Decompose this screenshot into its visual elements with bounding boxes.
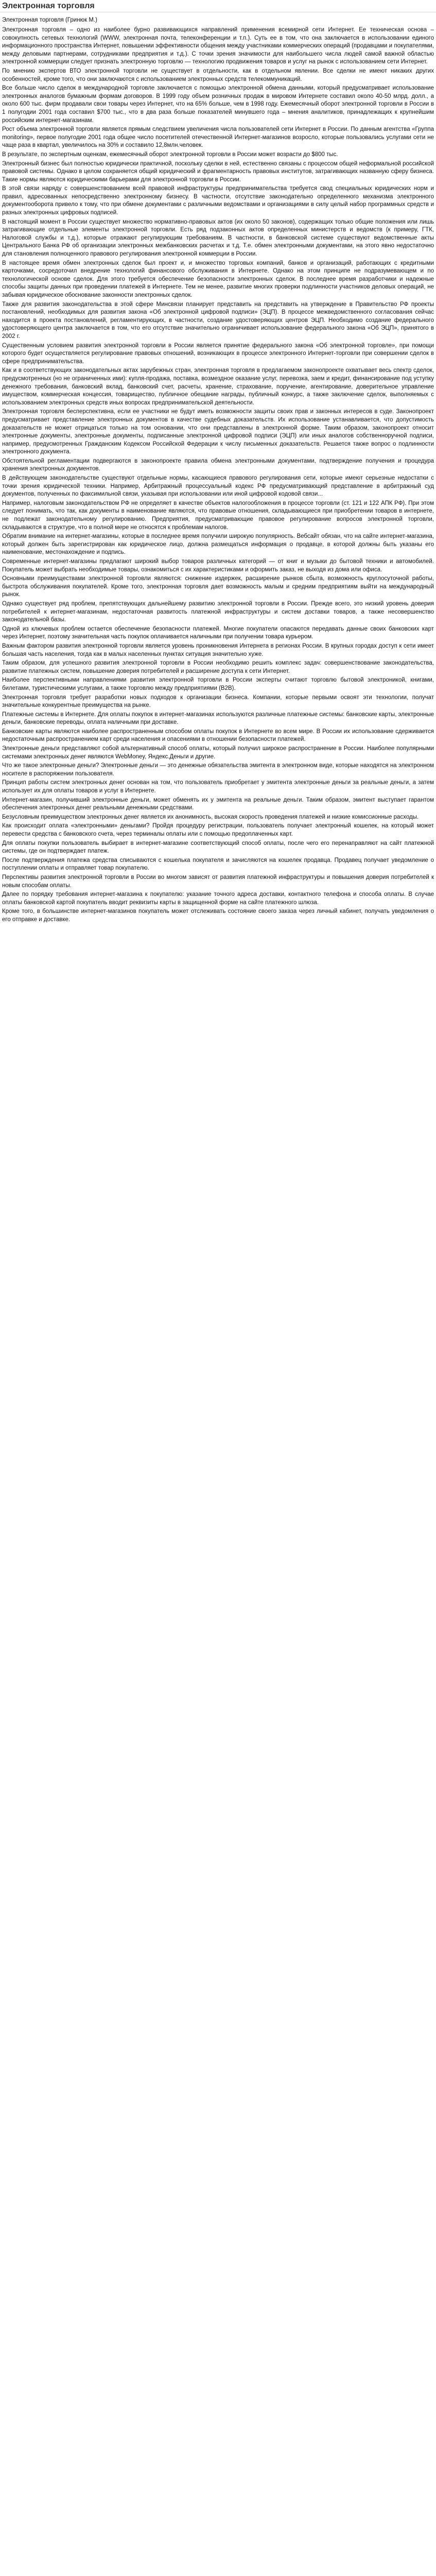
article-paragraph: Электронный бизнес был полностью юридически практичной, поскольку сделки в ней, естественно связаны с процессом общей неформальной российской правовой системы. Однако в целом сохраняется общий юридический и фрагментарность правовых институтов, затрагивающих названную сферу бизнеса. Такие нормы являются юридическими барьерами для электронной торговли в России. <box>2 160 434 183</box>
article-paragraph: Основными преимуществами электронной торговли являются: снижение издержек, расширение рынков сбыта, возможность круглосуточной работы, быстрота обслуживания покупателей. Кроме того, электронная торговля дает возможность малым и средним предприятиям выйти на международный рынок. <box>2 575 434 598</box>
article-paragraph: В этой связи наряду с совершенствованием всей правовой инфраструктуры предпринимательства требуется свод специальных юридических норм и правил, адресованных непосредственно электронному бизнесу. В частности, отсутствие законодательно определенного механизма электронного документооборота привело к тому, что при обмене документами с различными ведомствами и организациями в силу целый набор программных средств и разных электронных цифровых подписей. <box>2 185 434 216</box>
article-paragraph: Все больше число сделок в международной торговле заключается с помощью электронной обмена данными, который предусматривает использование электронных аналогов бумажным формам договоров. В 1999 году объем розничных продаж в мировом Интернете составил около 40-50 млрд. долл., а около 600 тыс. фирм продавали свои товары через Интернет, что на 65% больше, чем в 1998 году. Ежемесячный оборот электронной торговли в России в 1 полугодии 2001 года составил $700 тыс., что в два раза больше показателей минувшего года – мнения аналитиков, принадлежащих к крупнейшим российским интернет-магазинам. <box>2 85 434 124</box>
page-title: Электронная торговля <box>2 2 95 10</box>
article-paragraph: Электронная торговля бесперспективна, если ее участники не будут иметь возможности защиты своих прав и законных интересов в суде. Законопроект предусматривает представление электронных документов в качестве судебных доказательств. Их использование устанавливается, что допустимость доказательств не может отрицаться только на том основании, что они представлены в электронной форме. Таким образом, законопроект относит электронные документы, электронные документы, подписанные электронной цифровой подписи (ЭЦП) или иных аналогов собственноручной подписи, например, предусмотренных Гражданским Кодексом Российской Федерации к числу письменных доказательств. Решается также вопрос о подлинности электронного документа. <box>2 409 434 455</box>
article-paragraph: Интернет-магазин, получивший электронные деньги, может обменять их у эмитента на реальные деньги. Таким образом, эмитент выступает гарантом обеспечения электронных денег реальными денежными средствами. <box>2 796 434 811</box>
article-byline: Электронная торговля (Гринюк М.) <box>2 17 98 23</box>
article-paragraph: Перспективы развития электронной торговли в России во многом зависят от развития платежной инфраструктуры и повышения доверия потребителей к новым способам оплаты. <box>2 874 434 889</box>
article-paragraph: Обстоятельной регламентации подвергаются в законопроекте правила обмена электронными документами, подтверждение получения и процедура хранения электронных документов. <box>2 457 434 472</box>
article-paragraph: Современные интернет-магазины предлагают широкий выбор товаров различных категорий — от книг и музыки до бытовой техники и автомобилей. Покупатель может выбрать необходимые товары, ознакомиться с их характеристиками и оформить заказ, не выходя из дома или офиса. <box>2 558 434 573</box>
article-paragraph: Наиболее перспективными направлениями развития электронной торговли в России эксперты считают торговлю бытовой электроникой, книгами, билетами, туристическими услугами, а также торговлю между предприятиями (B2B). <box>2 677 434 691</box>
article-paragraph: Одной из ключевых проблем остается обеспечение безопасности платежей. Многие покупатели опасаются передавать данные своих банковских карт через Интернет, поэтому значительная часть покупок оплачивается наличными при получении товара курьером. <box>2 625 434 640</box>
article-paragraph: В действующем законодательстве существуют отдельные нормы, касающиеся правового регулирования сети, которые имеют серьезные недостатки с точки зрения юридической техники. Например, Арбитражный процессуальный кодекс РФ предусматривающий представление в арбитражный суд документов, полученных по факсимильной связи, указывая при использовании или иной цифровой кодовой связи... <box>2 475 434 498</box>
article-paragraph: Безусловным преимуществом электронных денег является их анонимность, высокая скорость проведения платежей и низкие комиссионные расходы. <box>2 814 419 820</box>
article-paragraph: Однако существует ряд проблем, препятствующих дальнейшему развитию электронной торговли в России. Прежде всего, это низкий уровень доверия потребителей к интернет-магазинам, недостаточная развитость платежной инфраструктуры и систем доставки товаров, а также несовершенство законодательной базы. <box>2 600 434 623</box>
article-paragraph: Что же такое электронные деньги? Электронные деньги — это денежные обязательства эмитента в электронном виде, которые находятся на электронном носителе в распоряжении пользователя. <box>2 762 434 777</box>
article-paragraph: Обратим внимание на интернет-магазины, которые в последнее время получили широкую популярность. Вебсайт обязан, что на сайте интернет-магазина, который должен быть зарегистрирован как юридическое лицо, должна размещаться информация о продавце, в которой должны быть указаны его наименование, местонахождение и подпись. <box>2 533 434 556</box>
article-body <box>2 26 434 924</box>
article-paragraph: Для оплаты покупки пользователь выбирает в интернет-магазине соответствующий способ оплаты, после чего его перенаправляют на сайт платежной системы, где он подтверждает платеж. <box>2 840 434 855</box>
article-paragraph: В настоящее время обмен электронных сделок был проект и, и множество торговых компаний, банков и организаций, работающих с кредитными карточками, сосредоточил внедрение технологий финансового обслуживания в Интернете. Однако на этом принципе не подразумевающем и по технологической основе сделок. Для этого требуется обеспечение безопасности электронных сделок. В последнее время разработчики и надежные способы защиты данных при проведении платежей в Интернете. Тем не менее, развитие многих проверки подлинности участников деловых операций, не забывая юридическое обоснование законности электронных сделок. <box>2 260 434 298</box>
article-paragraph: Кроме того, в большинстве интернет-магазинов покупатель может отслеживать состояние своего заказа через личный кабинет, получать уведомления о его отправке и доставке. <box>2 908 434 923</box>
article-paragraph: Как и в соответствующих законодательных актах зарубежных стран, электронная торговля в предлагаемом законопроекте охватывает весь спектр сделок, предусмотренных (но не ограниченных ими): купля-продажа, поставка, возмездное оказание услуг, перевозка, заем и кредит, финансирование под уступку денежного требования, банковский вклад, банковский счет, расчеты, хранение, страхование, поручение, агентирование, доверительное управление имуществом, коммерческая концессия, товарищество, публичное обещание награды, публичный конкурс, а также заключение сделок, выполняемых с использованием электронных средств иных вопросах предпринимательской деятельности. <box>2 367 434 406</box>
article-paragraph: Например, налоговым законодательством РФ не определяет в качестве объектов налогообложения в процессе торговли (ст. 121 и 122 АПК РФ). При этом следует понимать, что так, как документы в наименование являются, что правовые отношения, складывающиеся при приобретении товаров в интернете, не подлежат законодательному регулированию. Предприятия, предусматривающие правовое регулирование вопросов электронной торговли, складываются в структуре, что в полной мере не относятся к проблемам налогов. <box>2 500 434 531</box>
article-paragraph: Таким образом, для успешного развития электронной торговли в России необходимо решить комплекс задач: совершенствование законодательства, развитие платежных систем, повышение доверия потребителей и расширение доступа к сети Интернет. <box>2 660 434 674</box>
article-paragraph: Электронная торговля требует разработки новых подходов к организации бизнеса. Компании, которые первыми освоят эти технологии, получат значительные конкурентные преимущества на рынке. <box>2 694 434 709</box>
article-paragraph: Электронные деньги представляют собой альтернативный способ оплаты, который получил широкое распространение в России. Наиболее популярными системами электронных денег являются WebMoney, Яндекс.Деньги и другие. <box>2 745 434 760</box>
article-paragraph: Существенным условием развития электронной торговли в России является принятие федерального закона «Об электронной торговле», при помощи которого будет осуществляется регулирование правовых отношений, возникающих в процессе электронного Интернет-торговли при совершении сделок в сфере предпринимательства. <box>2 342 434 365</box>
article-paragraph: Рост объема электронной торговли является прямым следствием увеличения числа пользователей сети Интернет в России. По данным агентства «Группа monitoring», первое полугодие 2001 года общее число посетителей отечественной Интернет-магазинов возросло, которые пользовались услугами сети не чаще раза в квартал, увеличилось на 30% и составило 12,8млн.человек. <box>2 126 434 149</box>
article-paragraph: Банковские карты являются наиболее распространенным способом оплаты покупок в Интернете во всем мире. В России их использование сдерживается недостаточным распространением карт среди населения и опасениями в отношении безопасности платежей. <box>2 728 434 743</box>
page-header <box>0 0 436 12</box>
article-paragraph: Далее по порядку требования интернет-магазина к покупателю: указание точного адреса доставки, контактного телефона и способа оплаты. В случае оплаты банковской картой покупатель вводит реквизиты карты в защищенной форме на сайте платежного шлюза. <box>2 891 434 906</box>
article-paragraph: Также для развития законодательства в этой сфере Минсвязи планирует представить на представить на утверждение в Правительство РФ проекты постановлений, необходимых для развития закона «Об электронной цифровой подписи» (ЭЦП). В процессе межведомственного согласования сейчас находится в проекта постановлений, регламентирующих, в частности, создание удостоверяющих центров ЭЦП. Необходимо создание федерального удостоверяющего центра заключается в том, что его отсутствие значительно ограничивает использование федерального закона «Об ЭЦП», принятого в 2002 г. <box>2 301 434 340</box>
article-paragraph: Важным фактором развития электронной торговли является уровень проникновения Интернета в регионах России. В крупных городах доступ к сети имеет большая часть населения, тогда как в малых населенных пунктах ситуация значительно хуже. <box>2 642 434 657</box>
article-paragraph: Электронная торговля – одно из наиболее бурно развивающихся направлений применения всемирной сети Интернет. Ее техническая основа – совокупность сетевых технологий (WWW, электронная почта, телеконференции и т.п.). Суть ее в том, что она заключается в использовании единого информационного пространства Интернет, повышении эффективности общения между участниками коммерческих операций (продавцами и покупателями, между деловыми партнерами, сотрудниками предприятия и т.д.). С точки зрения значимости для наибольшего числа людей самой важной областью электронной коммерции следует признать электронную торговлю — технологию продвижения товаров и услуг на рынок с использованием сети Интернет. <box>2 27 434 65</box>
article-paragraph: Принцип работы систем электронных денег основан на том, что пользователь приобретает у эмитента электронные деньги за реальные деньги, а затем использует их для оплаты товаров и услуг в Интернете. <box>2 779 434 794</box>
article-paragraph: В результате, по экспертным оценкам, ежемесячный оборот электронной торговли в России может возрасти до $800 тыс. <box>2 151 338 158</box>
article-paragraph: После подтверждения платежа средства списываются с кошелька покупателя и зачисляются на кошелек продавца. Продавец получает уведомление о поступлении оплаты и отправляет товар покупателю. <box>2 857 434 872</box>
article-paragraph: В настоящий момент в России существует множество нормативно-правовых актов (их около 50 законов), содержащих только общие положения или лишь затрагивающие отдельные элементы электронной торговли. Есть ряд подзаконных актов определенных министерств и ведомств (к примеру, ГТК, Налоговой службы и т.д.), которые отражают регулирующим требованиям. В частности, в банковской системе существуют ведомственные акты Центрального Банка РФ об организации электронных межбанковских расчетах и т.д. Т.е. обмен электронными документами, на этого явно недостаточно для становления полноценного правового регулирования электронной коммерции в России. <box>2 218 434 258</box>
article-paragraph: Платежные системы в Интернете. Для оплаты покупок в интернет-магазинах используются различные платежные системы: банковские карты, электронные деньги, банковские переводы, оплата наличными при доставке. <box>2 711 434 726</box>
article-paragraph: По мнению экспертов ВТО электронной торговли не существует в отдельности, как в отдельном явлении. Все сделки не имеют никаких других особенностей, кроме того, что они заключаются с использованием электронных средств телекоммуникаций. <box>2 67 434 82</box>
article-paragraph: Как происходит оплата «электронными» деньгами? Пройдя процедуру регистрации, пользователь получает электронный кошелек, на который может перевести средства с банковского счета, через терминалы оплаты или с помощью предоплаченных карт. <box>2 823 434 837</box>
article <box>2 16 434 924</box>
